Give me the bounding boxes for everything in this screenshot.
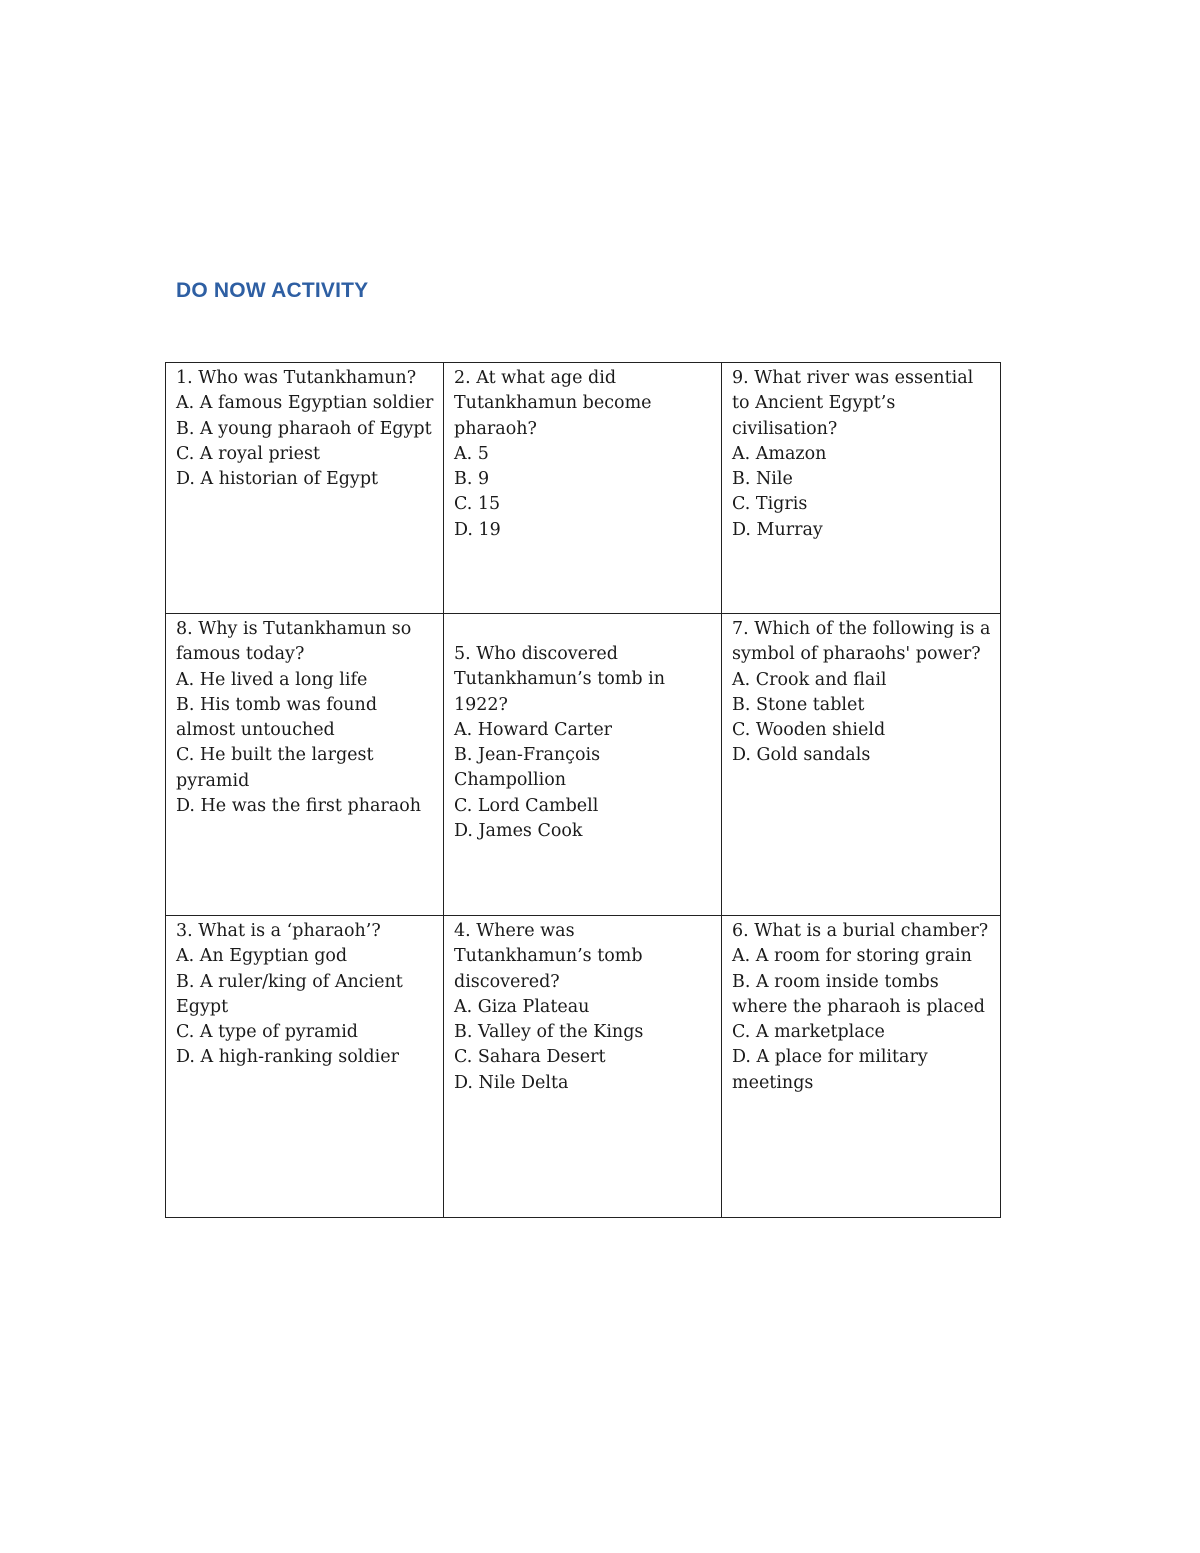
answer-option: A. Amazon — [732, 443, 827, 464]
answer-option: B. A room inside tombs where the pharaoh is placed — [732, 971, 985, 1017]
question-text: 4. Where was Tutankhamun’s tomb discovered? — [454, 921, 649, 992]
answer-option: C. A type of pyramid — [176, 1022, 358, 1043]
answer-option: A. He lived a long life — [176, 669, 368, 690]
quiz-table — [165, 362, 1001, 1218]
answer-option: D. A historian of Egypt — [176, 469, 379, 490]
answer-option: B. A young pharaoh of Egypt — [176, 418, 432, 439]
question-text: 8. Why is Tutankhamun so famous today? — [176, 619, 417, 665]
page-title: DO NOW ACTIVITY — [176, 279, 369, 302]
answer-option: B. Nile — [732, 469, 793, 490]
answer-option: A. An Egyptian god — [176, 946, 348, 967]
quiz-cell — [444, 363, 722, 614]
answer-option: B. Valley of the Kings — [454, 1022, 644, 1043]
answer-option: D. Gold sandals — [732, 745, 871, 766]
answer-option: B. Jean-François Champollion — [454, 745, 606, 791]
question-text: 2. At what age did Tutankhamun become pharaoh? — [454, 368, 658, 439]
answer-option: B. A ruler/king of Ancient Egypt — [176, 971, 409, 1017]
question-text: 1. Who was Tutankhamun? — [176, 368, 417, 388]
answer-option: C. Tigris — [732, 494, 808, 515]
answer-option: B. Stone tablet — [732, 694, 865, 715]
quiz-cell — [722, 614, 1000, 916]
quiz-cell — [722, 363, 1000, 614]
quiz-cell — [166, 363, 444, 614]
answer-option: C. He built the largest pyramid — [176, 745, 380, 791]
answer-option: B. 9 — [454, 469, 490, 490]
quiz-cell — [722, 916, 1000, 1217]
answer-option: A. Howard Carter — [454, 719, 613, 740]
answer-option: C. Lord Cambell — [454, 795, 599, 816]
quiz-cell — [444, 614, 722, 916]
answer-option: D. James Cook — [454, 821, 583, 842]
question-text: 7. Which of the following is a symbol of pharaohs' power? — [732, 619, 997, 665]
answer-option: C. A marketplace — [732, 1022, 885, 1043]
answer-option: C. A royal priest — [176, 443, 321, 464]
quiz-cell — [166, 916, 444, 1217]
question-text: 6. What is a burial chamber? — [732, 921, 989, 941]
answer-option: D. 19 — [454, 519, 501, 540]
answer-option: D. A place for military meetings — [732, 1047, 934, 1093]
answer-option: D. Nile Delta — [454, 1072, 569, 1093]
answer-option: D. He was the first pharaoh — [176, 796, 422, 817]
question-text: 5. Who discovered Tutankhamun’s tomb in 1922? — [454, 644, 671, 715]
answer-option: A. A famous Egyptian soldier — [176, 393, 434, 414]
answer-option: C. Wooden shield — [732, 720, 886, 741]
answer-option: A. Crook and flail — [732, 669, 887, 690]
answer-option: B. His tomb was found almost untouched — [176, 694, 383, 741]
answer-option: D. Murray — [732, 519, 823, 540]
answer-option: A. Giza Plateau — [454, 996, 590, 1017]
answer-option: A. A room for storing grain — [732, 946, 972, 967]
question-text: 9. What river was essential to Ancient Egypt’s civilisation? — [732, 368, 979, 439]
answer-option: C. Sahara Desert — [454, 1047, 606, 1068]
answer-option: D. A high-ranking soldier — [176, 1047, 399, 1068]
question-text: 3. What is a ‘pharaoh’? — [176, 921, 381, 941]
quiz-cell — [166, 614, 444, 916]
answer-option: A. 5 — [454, 443, 489, 464]
quiz-cell — [444, 916, 722, 1217]
answer-option: C. 15 — [454, 494, 501, 515]
